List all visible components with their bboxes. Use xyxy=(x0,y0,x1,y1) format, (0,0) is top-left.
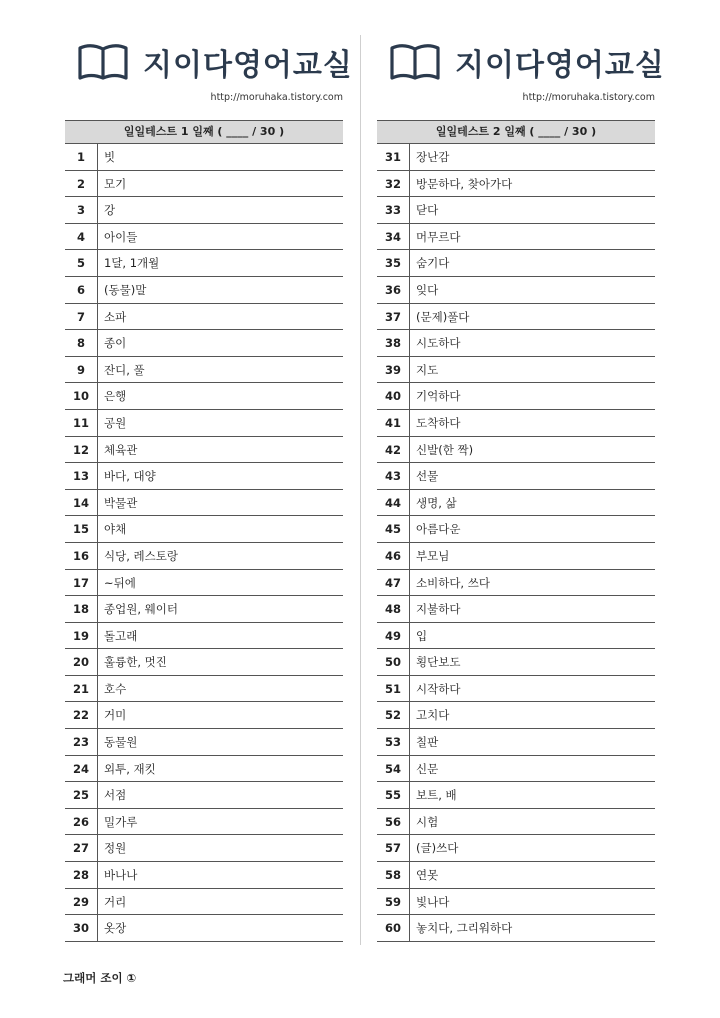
row-number: 54 xyxy=(377,756,410,782)
table-row xyxy=(377,250,655,277)
row-number: 50 xyxy=(377,649,410,675)
row-number: 2 xyxy=(65,171,98,197)
brand-logo xyxy=(77,40,353,84)
left-column xyxy=(65,0,353,942)
row-number: 6 xyxy=(65,277,98,303)
row-word: ~뒤에 xyxy=(104,575,136,590)
table-row xyxy=(65,543,343,570)
row-word: 도착하다 xyxy=(416,415,461,430)
row-word: 부모님 xyxy=(416,548,450,563)
row-number: 14 xyxy=(65,490,98,516)
row-number: 31 xyxy=(377,144,410,170)
row-number: 58 xyxy=(377,862,410,888)
row-word: 야채 xyxy=(104,522,127,537)
row-number: 13 xyxy=(65,463,98,489)
row-number: 45 xyxy=(377,516,410,542)
row-word: 밀가루 xyxy=(104,814,138,829)
row-number: 29 xyxy=(65,889,98,915)
brand-logo xyxy=(389,40,665,84)
row-number: 21 xyxy=(65,676,98,702)
row-number: 25 xyxy=(65,782,98,808)
table-row xyxy=(65,224,343,251)
row-number: 51 xyxy=(377,676,410,702)
row-word: 체육관 xyxy=(104,442,138,457)
row-number: 9 xyxy=(65,357,98,383)
row-word: 종이 xyxy=(104,336,127,351)
row-number: 42 xyxy=(377,437,410,463)
table-row xyxy=(377,197,655,224)
row-word: (글)쓰다 xyxy=(416,841,459,856)
table-row xyxy=(377,889,655,916)
row-number: 34 xyxy=(377,224,410,250)
row-word: 공원 xyxy=(104,415,127,430)
row-word: (문제)풀다 xyxy=(416,309,470,324)
row-number: 47 xyxy=(377,570,410,596)
table-row xyxy=(377,676,655,703)
row-word: 지불하다 xyxy=(416,602,461,617)
table-row xyxy=(65,410,343,437)
row-word: 기억하다 xyxy=(416,389,461,404)
row-word: 아름다운 xyxy=(416,522,461,537)
row-word: 빛나다 xyxy=(416,894,450,909)
row-word: 동물원 xyxy=(104,735,138,750)
table-row xyxy=(65,171,343,198)
row-number: 22 xyxy=(65,702,98,728)
left-table-body xyxy=(65,144,343,942)
row-word: 생명, 삶 xyxy=(416,495,457,510)
row-word: 신발(한 짝) xyxy=(416,442,474,457)
row-number: 28 xyxy=(65,862,98,888)
row-word: 외투, 재킷 xyxy=(104,761,156,776)
brand-title: 지이다영어교실 xyxy=(143,48,353,83)
row-word: 지도 xyxy=(416,362,439,377)
row-word: 1달, 1개월 xyxy=(104,256,160,271)
row-word: 고치다 xyxy=(416,708,450,723)
table-row xyxy=(377,277,655,304)
row-word: 시작하다 xyxy=(416,681,461,696)
row-word: 종업원, 웨이터 xyxy=(104,602,178,617)
table-row xyxy=(377,729,655,756)
row-word: 정원 xyxy=(104,841,127,856)
row-number: 3 xyxy=(65,197,98,223)
row-word: 바다, 대양 xyxy=(104,469,156,484)
table-row xyxy=(65,756,343,783)
row-word: 시도하다 xyxy=(416,336,461,351)
table-row xyxy=(65,357,343,384)
table-row xyxy=(377,543,655,570)
row-number: 27 xyxy=(65,835,98,861)
row-word: 선물 xyxy=(416,469,439,484)
brand-url[interactable]: http://moruhaka.tistory.com xyxy=(522,92,655,103)
table-row xyxy=(65,463,343,490)
row-word: 은행 xyxy=(104,389,127,404)
row-word: 시험 xyxy=(416,814,439,829)
brand-title: 지이다영어교실 xyxy=(455,48,665,83)
table-row xyxy=(65,144,343,171)
row-word: 칠판 xyxy=(416,735,439,750)
table-row xyxy=(65,437,343,464)
row-number: 11 xyxy=(65,410,98,436)
table-row xyxy=(377,862,655,889)
row-number: 56 xyxy=(377,809,410,835)
right-table-header: 일일테스트 2 일째 ( ____ / 30 ) xyxy=(377,120,655,144)
row-word: 장난감 xyxy=(416,150,450,164)
table-row xyxy=(377,171,655,198)
row-number: 48 xyxy=(377,596,410,622)
table-row xyxy=(377,915,655,942)
row-word: 방문하다, 찾아가다 xyxy=(416,176,513,191)
table-row xyxy=(377,649,655,676)
row-word: 입 xyxy=(416,628,428,643)
table-row xyxy=(377,304,655,331)
table-row xyxy=(65,623,343,650)
row-word: 놓치다, 그리워하다 xyxy=(416,921,513,936)
row-number: 37 xyxy=(377,304,410,330)
table-row xyxy=(377,570,655,597)
table-row xyxy=(377,835,655,862)
row-number: 12 xyxy=(65,437,98,463)
table-row xyxy=(65,729,343,756)
table-row xyxy=(65,809,343,836)
row-number: 24 xyxy=(65,756,98,782)
row-number: 55 xyxy=(377,782,410,808)
row-word: (동물)말 xyxy=(104,282,147,297)
row-word: 훌륭한, 멋진 xyxy=(104,655,167,670)
row-word: 빗 xyxy=(104,150,116,164)
right-header xyxy=(377,0,665,120)
table-row xyxy=(65,250,343,277)
row-word: 거미 xyxy=(104,708,127,723)
table-row xyxy=(65,596,343,623)
row-word: 숨기다 xyxy=(416,256,450,271)
table-row xyxy=(65,383,343,410)
row-number: 26 xyxy=(65,809,98,835)
brand-url[interactable]: http://moruhaka.tistory.com xyxy=(210,92,343,103)
row-word: 바나나 xyxy=(104,868,138,883)
table-row xyxy=(377,702,655,729)
row-number: 35 xyxy=(377,250,410,276)
table-row xyxy=(65,889,343,916)
table-row xyxy=(65,277,343,304)
table-row xyxy=(377,144,655,171)
table-row xyxy=(377,782,655,809)
table-row xyxy=(377,809,655,836)
row-number: 23 xyxy=(65,729,98,755)
table-row xyxy=(65,197,343,224)
table-row xyxy=(65,516,343,543)
book-icon xyxy=(389,42,441,82)
row-number: 32 xyxy=(377,171,410,197)
row-number: 7 xyxy=(65,304,98,330)
row-number: 49 xyxy=(377,623,410,649)
row-number: 16 xyxy=(65,543,98,569)
row-number: 40 xyxy=(377,383,410,409)
right-column xyxy=(377,0,665,942)
table-row xyxy=(65,702,343,729)
left-header xyxy=(65,0,353,120)
row-word: 거리 xyxy=(104,894,127,909)
row-number: 17 xyxy=(65,570,98,596)
table-row xyxy=(377,224,655,251)
row-word: 보트, 배 xyxy=(416,788,457,803)
row-number: 18 xyxy=(65,596,98,622)
row-number: 59 xyxy=(377,889,410,915)
table-row xyxy=(65,915,343,942)
row-number: 41 xyxy=(377,410,410,436)
table-row xyxy=(377,330,655,357)
row-number: 33 xyxy=(377,197,410,223)
row-word: 횡단보도 xyxy=(416,655,461,670)
row-word: 식당, 레스토랑 xyxy=(104,548,178,563)
table-row xyxy=(377,410,655,437)
table-row xyxy=(377,490,655,517)
table-row xyxy=(65,862,343,889)
row-word: 아이들 xyxy=(104,229,138,244)
table-row xyxy=(377,596,655,623)
row-number: 5 xyxy=(65,250,98,276)
row-word: 옷장 xyxy=(104,921,127,936)
book-icon xyxy=(77,42,129,82)
row-word: 닫다 xyxy=(416,203,439,218)
row-word: 모기 xyxy=(104,176,127,191)
left-table-header: 일일테스트 1 일째 ( ____ / 30 ) xyxy=(65,120,343,144)
row-number: 52 xyxy=(377,702,410,728)
table-row xyxy=(65,676,343,703)
table-row xyxy=(377,756,655,783)
table-row xyxy=(65,304,343,331)
column-divider xyxy=(360,35,361,945)
footer-text: 그래머 조이 ① xyxy=(63,971,137,985)
row-word: 연못 xyxy=(416,868,439,883)
row-word: 잔디, 풀 xyxy=(104,362,145,377)
table-row xyxy=(65,490,343,517)
row-word: 소비하다, 쓰다 xyxy=(416,575,490,590)
table-row xyxy=(65,330,343,357)
row-word: 강 xyxy=(104,203,116,218)
row-number: 39 xyxy=(377,357,410,383)
table-row xyxy=(65,782,343,809)
row-number: 10 xyxy=(65,383,98,409)
row-number: 53 xyxy=(377,729,410,755)
table-row xyxy=(377,463,655,490)
table-row xyxy=(377,357,655,384)
row-word: 박물관 xyxy=(104,495,138,510)
row-number: 8 xyxy=(65,330,98,356)
row-word: 돌고래 xyxy=(104,628,138,643)
row-number: 43 xyxy=(377,463,410,489)
row-word: 신문 xyxy=(416,761,439,776)
row-number: 60 xyxy=(377,915,410,941)
row-number: 15 xyxy=(65,516,98,542)
row-number: 57 xyxy=(377,835,410,861)
row-number: 36 xyxy=(377,277,410,303)
row-word: 잊다 xyxy=(416,282,439,297)
row-number: 19 xyxy=(65,623,98,649)
table-row xyxy=(377,383,655,410)
row-word: 머무르다 xyxy=(416,229,461,244)
row-number: 4 xyxy=(65,224,98,250)
row-number: 1 xyxy=(65,144,98,170)
row-number: 46 xyxy=(377,543,410,569)
row-word: 소파 xyxy=(104,309,127,324)
row-number: 44 xyxy=(377,490,410,516)
row-word: 호수 xyxy=(104,681,127,696)
right-table-body xyxy=(377,144,655,942)
table-row xyxy=(377,516,655,543)
row-number: 20 xyxy=(65,649,98,675)
row-word: 서점 xyxy=(104,788,127,803)
table-row xyxy=(377,623,655,650)
table-row xyxy=(65,570,343,597)
row-number: 38 xyxy=(377,330,410,356)
table-row xyxy=(65,835,343,862)
table-row xyxy=(65,649,343,676)
table-row xyxy=(377,437,655,464)
row-number: 30 xyxy=(65,915,98,941)
